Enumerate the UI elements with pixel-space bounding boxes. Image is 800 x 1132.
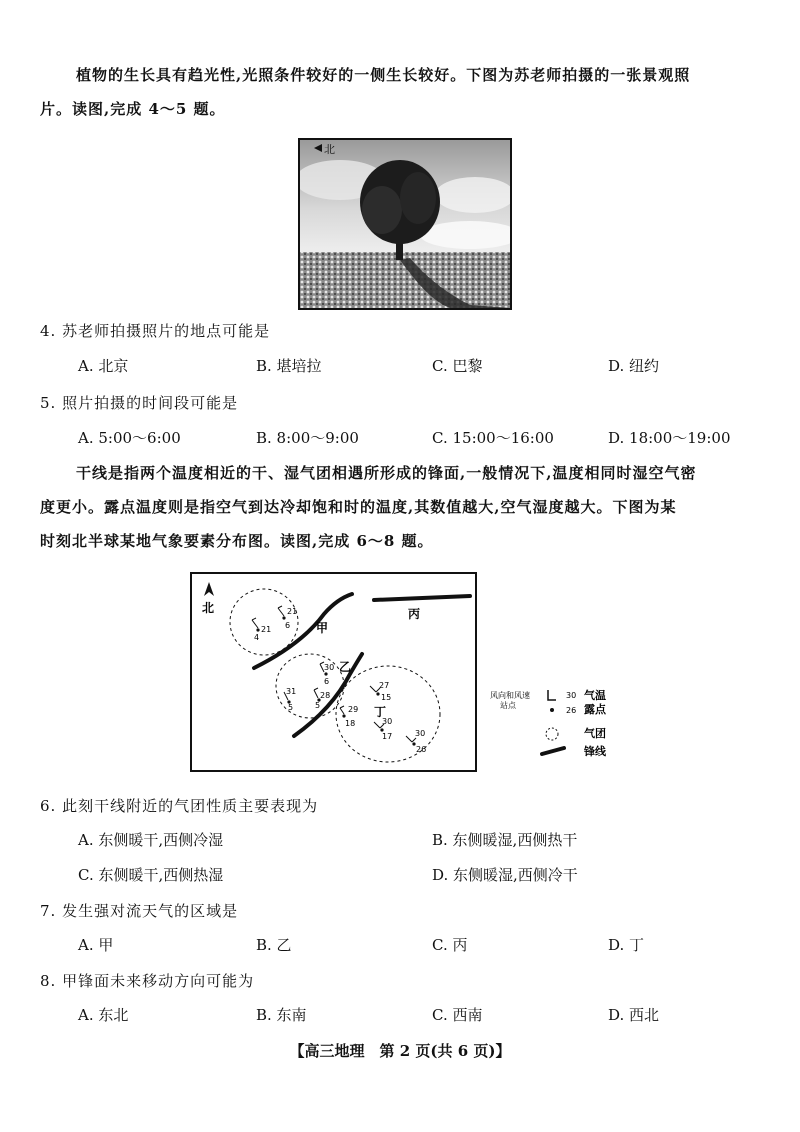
q6-option-a[interactable]: A. 东侧暖干,西侧冷湿	[78, 831, 224, 849]
station-3-dew: 6	[324, 677, 330, 686]
legend-station-label: 站点	[500, 701, 516, 710]
legend-wind-label: 风向和风速	[490, 691, 530, 700]
map-north-label: 北	[202, 601, 215, 615]
legend-wind-barb-icon	[548, 690, 556, 700]
station-5-temp: 28	[320, 691, 331, 700]
q7-option-c[interactable]: C. 丙	[432, 936, 468, 954]
legend-temp-label: 气温	[584, 689, 606, 702]
station-6-dew: 18	[345, 719, 356, 728]
weather-map	[190, 572, 477, 772]
region-label-jia: 甲	[316, 621, 329, 635]
station-3	[320, 662, 334, 686]
legend-temp-value: 30	[566, 691, 577, 700]
station-9-temp: 30	[415, 729, 426, 738]
station-7-dew: 15	[381, 693, 392, 702]
station-4-dew: 5	[288, 703, 294, 712]
q6-stem: 6. 此刻干线附近的气团性质主要表现为	[40, 797, 319, 815]
station-1-dew: 6	[285, 621, 291, 630]
q8-option-b[interactable]: B. 东南	[256, 1006, 307, 1024]
q4-option-c[interactable]: C. 巴黎	[432, 357, 483, 375]
q8-stem: 8. 甲锋面未来移动方向可能为	[40, 972, 255, 990]
q5-option-a[interactable]: A. 5:00～6:00	[78, 429, 181, 447]
region-label-bing: 丙	[408, 607, 421, 621]
station-7	[370, 681, 391, 702]
q5-option-b[interactable]: B. 8:00～9:00	[256, 429, 359, 447]
station-1-temp: 21	[287, 607, 298, 616]
intro2-line2: 度更小。露点温度则是指空气到达冷却饱和时的温度,其数值越大,空气湿度越大。下图为某	[40, 498, 677, 516]
station-8-temp: 30	[382, 717, 393, 726]
station-2-temp: 21	[261, 625, 272, 634]
station-6	[340, 705, 358, 728]
q7-option-d[interactable]: D. 丁	[608, 936, 645, 954]
photo-north-label: 北	[324, 143, 335, 156]
station-2-dew: 4	[254, 633, 260, 642]
region-label-yi: 乙	[339, 660, 352, 674]
q6-option-d[interactable]: D. 东侧暖湿,西侧冷干	[432, 866, 578, 884]
legend-front-label: 锋线	[584, 745, 606, 758]
north-arrow-icon	[204, 582, 214, 596]
q5-option-d[interactable]: D. 18:00～19:00	[608, 429, 731, 447]
page-footer: 【高三地理 第 2 页(共 6 页)】	[289, 1042, 511, 1060]
legend-front-icon	[542, 748, 564, 754]
intro2-line3: 时刻北半球某地气象要素分布图。读图,完成 6～8 题。	[40, 532, 434, 550]
q4-stem: 4. 苏老师拍摄照片的地点可能是	[40, 322, 271, 340]
station-3-temp: 30	[324, 663, 335, 672]
q8-option-c[interactable]: C. 西南	[432, 1006, 483, 1024]
region-label-ding: 丁	[374, 705, 387, 719]
station-5-dew: 5	[315, 701, 321, 710]
map-legend	[490, 688, 620, 768]
q7-stem: 7. 发生强对流天气的区域是	[40, 902, 239, 920]
legend-dew-label: 露点	[584, 703, 606, 716]
q4-option-a[interactable]: A. 北京	[78, 357, 129, 375]
intro1-line1: 植物的生长具有趋光性,光照条件较好的一侧生长较好。下图为苏老师拍摄的一张景观照	[76, 66, 691, 84]
q8-option-a[interactable]: A. 东北	[78, 1006, 129, 1024]
station-9-dew: 26	[416, 745, 427, 754]
stations	[252, 606, 426, 754]
station-9	[406, 729, 426, 754]
q4-option-b[interactable]: B. 堪培拉	[256, 357, 322, 375]
station-2	[252, 618, 271, 642]
legend-airmass-icon	[546, 728, 558, 740]
station-1	[278, 606, 297, 630]
q5-option-c[interactable]: C. 15:00～16:00	[432, 429, 554, 447]
landscape-photo	[298, 138, 512, 310]
legend-station-dot-icon	[550, 708, 554, 712]
station-4-temp: 31	[286, 687, 297, 696]
q6-option-c[interactable]: C. 东侧暖干,西侧热湿	[78, 866, 224, 884]
station-7-temp: 27	[379, 681, 390, 690]
intro2-line1: 干线是指两个温度相近的干、湿气团相遇所形成的锋面,一般情况下,温度相同时湿空气密	[76, 464, 697, 482]
station-8-dew: 17	[382, 732, 393, 741]
station-8	[374, 717, 392, 741]
q4-option-d[interactable]: D. 纽约	[608, 357, 660, 375]
legend-dew-value: 26	[566, 706, 577, 715]
q6-option-b[interactable]: B. 东侧暖湿,西侧热干	[432, 831, 578, 849]
q8-option-d[interactable]: D. 西北	[608, 1006, 660, 1024]
intro1-line2: 片。读图,完成 4～5 题。	[40, 100, 226, 118]
q7-option-a[interactable]: A. 甲	[78, 936, 114, 954]
front-bing	[374, 596, 470, 600]
legend-airmass-label: 气团	[584, 727, 606, 740]
station-6-temp: 29	[348, 705, 359, 714]
q7-option-b[interactable]: B. 乙	[256, 936, 292, 954]
q5-stem: 5. 照片拍摄的时间段可能是	[40, 394, 239, 412]
